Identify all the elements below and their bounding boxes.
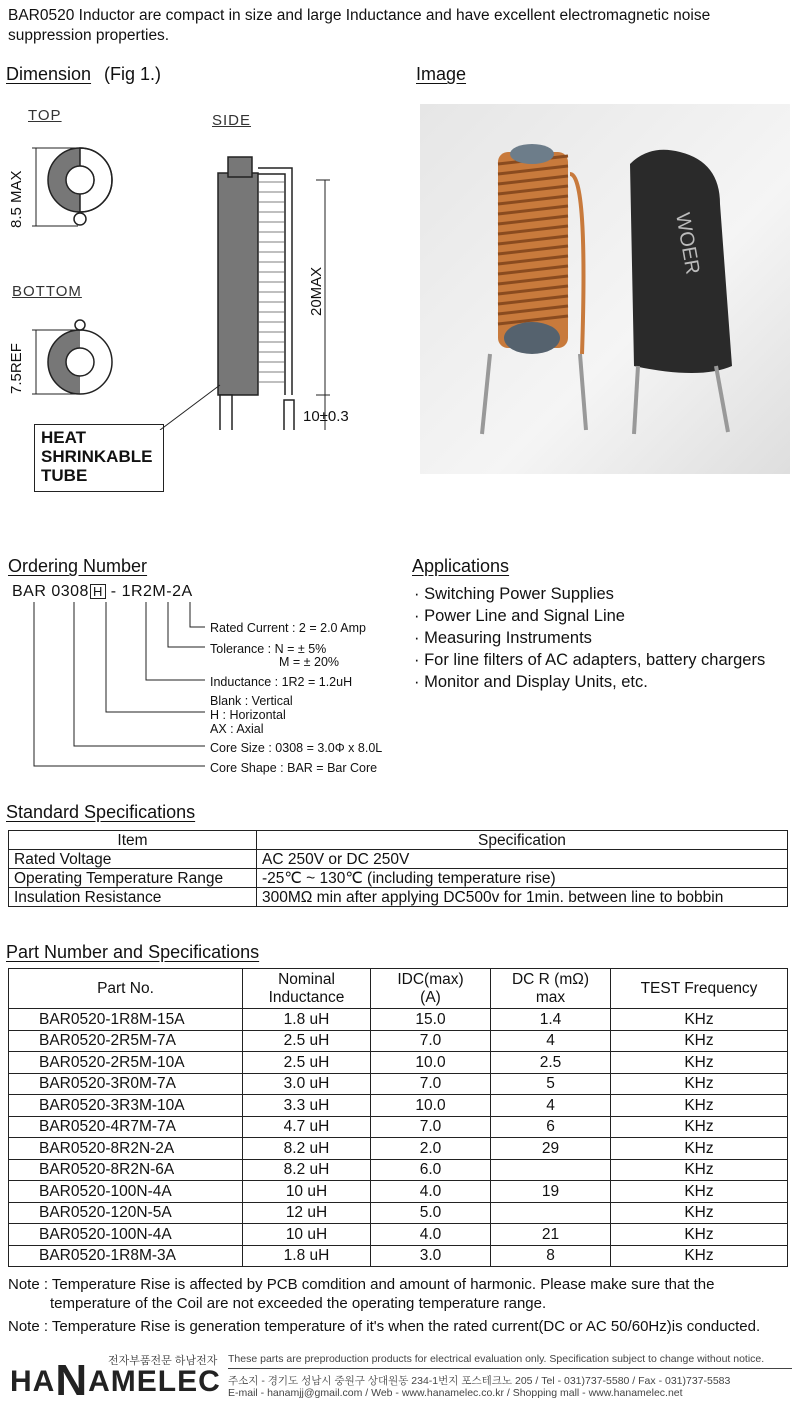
intro-text: BAR0520 Inductor are compact in size and large Inductance and have excellent electromagnetic noise suppression properties. (8, 7, 711, 44)
applications-list (414, 583, 765, 693)
table-cell: BAR0520-100N-4A (9, 1181, 243, 1203)
code-orientation: H (90, 584, 106, 599)
table-cell: BAR0520-2R5M-7A (9, 1030, 243, 1052)
table-cell: 4.0 (371, 1224, 491, 1246)
table-row (9, 1159, 788, 1181)
table-cell: AC 250V or DC 250V (257, 850, 788, 869)
table-cell: 1.8 uH (243, 1245, 371, 1267)
table-row (9, 850, 788, 869)
inductor-photo-illustration (420, 104, 790, 474)
table-row (9, 1095, 788, 1117)
table-cell: 2.5 uH (243, 1030, 371, 1052)
table-cell: 19 (491, 1181, 611, 1203)
ordering-code (12, 583, 193, 601)
table-row (9, 1224, 788, 1246)
dimension-drawing (0, 130, 400, 430)
side-view-shape (160, 157, 330, 430)
note-core-size: Core Size : 0308 = 3.0Φ x 8.0L (210, 741, 383, 755)
dim-top-max: 8.5 MAX (8, 170, 25, 228)
list-item: · Measuring Instruments (414, 629, 592, 647)
table-row (9, 1030, 788, 1052)
table-cell: KHz (611, 1138, 788, 1160)
table-cell: 3.0 uH (243, 1073, 371, 1095)
table-cell: 4.0 (371, 1181, 491, 1203)
table-cell: BAR0520-8R2N-2A (9, 1138, 243, 1160)
table-cell: 7.0 (371, 1030, 491, 1052)
ordering-title: Ordering Number (8, 556, 148, 576)
table-header-row (9, 969, 788, 1009)
note-core-shape: Core Shape : BAR = Bar Core (210, 761, 378, 775)
table-cell: BAR0520-120N-5A (9, 1202, 243, 1224)
table-cell: 7.0 (371, 1116, 491, 1138)
top-view-label: TOP (28, 107, 62, 124)
table-cell: 3.0 (371, 1245, 491, 1267)
code-inductance: 1R2M (121, 583, 167, 600)
table-row (9, 1009, 788, 1031)
header-idc: IDC(max) (A) (371, 969, 491, 1009)
dim-bottom-ref: 7.5REF (8, 343, 25, 394)
list-item: · For line filters of AC adapters, battery chargers (414, 651, 766, 669)
table-cell: BAR0520-2R5M-10A (9, 1052, 243, 1074)
part-rows (9, 1009, 788, 1267)
table-cell: KHz (611, 1159, 788, 1181)
note-temperature-rise-2: Note : Temperature Rise is generation temperature of it's when the rated current(DC or AC 50/60Hz)is conducted. (8, 1318, 761, 1335)
table-cell: 2.5 (491, 1052, 611, 1074)
table-cell: 12 uH (243, 1202, 371, 1224)
table-cell: KHz (611, 1030, 788, 1052)
table-cell: BAR0520-4R7M-7A (9, 1116, 243, 1138)
table-cell: 3.3 uH (243, 1095, 371, 1117)
note-rated-current: Rated Current : 2 = 2.0 Amp (210, 621, 366, 635)
table-cell: KHz (611, 1009, 788, 1031)
footer-disclaimer: These parts are preproduction products for electrical evaluation only. Specification subject to change without notice. (228, 1353, 765, 1365)
table-cell: KHz (611, 1202, 788, 1224)
product-photo (420, 104, 790, 474)
code-dash: - (110, 583, 117, 600)
table-cell (491, 1202, 611, 1224)
note-orient-2: H : Horizontal (210, 708, 286, 722)
header-test-frequency: TEST Frequency (611, 969, 788, 1009)
table-cell: KHz (611, 1116, 788, 1138)
korean-brand-name: 전자부품전문 하남전자 (108, 1355, 218, 1367)
dim-lead-length: 10±0.3 (303, 408, 349, 425)
table-header-cell: Item (9, 831, 257, 850)
table-cell: 4 (491, 1095, 611, 1117)
table-cell: 10 uH (243, 1181, 371, 1203)
dimension-title: Dimension (6, 64, 92, 84)
table-cell: 29 (491, 1138, 611, 1160)
table-cell: 15.0 (371, 1009, 491, 1031)
list-item: · Power Line and Signal Line (414, 607, 625, 625)
table-cell: KHz (611, 1245, 788, 1267)
table-row (9, 1052, 788, 1074)
top-view-shape (32, 148, 112, 226)
code-core-shape: BAR (12, 583, 47, 600)
table-cell (491, 1159, 611, 1181)
table-cell: 4.7 uH (243, 1116, 371, 1138)
table-row (9, 1245, 788, 1267)
table-cell: Operating Temperature Range (9, 869, 257, 888)
table-cell: 10.0 (371, 1095, 491, 1117)
footer-contact: E-mail - hanamjj@gmail.com / Web - www.hanamelec.co.kr / Shopping mall - www.hanamelec.net (228, 1387, 683, 1399)
tube-marking: WOER (671, 211, 704, 277)
hanamelec-logo: HANAMELEC (10, 1356, 221, 1405)
table-cell: KHz (611, 1052, 788, 1074)
table-cell: 2.5 uH (243, 1052, 371, 1074)
note-tolerance-2: M = ± 20% (279, 655, 340, 669)
dimension-fig-label: (Fig 1.) (104, 64, 162, 84)
table-cell: 1.8 uH (243, 1009, 371, 1031)
header-part-no: Part No. (9, 969, 243, 1009)
table-cell: BAR0520-1R8M-15A (9, 1009, 243, 1031)
standard-specs-table (8, 830, 788, 907)
part-specs-table (8, 968, 788, 1267)
note-tolerance-1: Tolerance : N = ± 5% (210, 642, 327, 656)
table-cell: 7.0 (371, 1073, 491, 1095)
table-cell: BAR0520-8R2N-6A (9, 1159, 243, 1181)
header-inductance: Nominal Inductance (243, 969, 371, 1009)
list-item: · Monitor and Display Units, etc. (414, 673, 648, 691)
list-item: · Switching Power Supplies (414, 585, 614, 603)
note-inductance: Inductance : 1R2 = 1.2uH (210, 675, 353, 689)
applications-title: Applications (412, 556, 510, 576)
note-temperature-rise-1: Note : Temperature Rise is affected by PCB comdition and amount of harmonic. Please make sure that the temperature of the Coil are not exceeded the operating temperature range. (8, 1276, 715, 1312)
part-specs-title: Part Number and Specifications (6, 942, 260, 962)
table-cell: KHz (611, 1073, 788, 1095)
table-cell: Insulation Resistance (9, 888, 257, 907)
footer-divider (228, 1368, 792, 1369)
side-view-label: SIDE (212, 112, 252, 129)
note-orient-1: Blank : Vertical (210, 694, 293, 708)
table-cell: BAR0520-100N-4A (9, 1224, 243, 1246)
table-cell: 10.0 (371, 1052, 491, 1074)
table-cell: 4 (491, 1030, 611, 1052)
standard-specs-title: Standard Specifications (6, 802, 196, 822)
table-cell: BAR0520-1R8M-3A (9, 1245, 243, 1267)
table-cell: 5.0 (371, 1202, 491, 1224)
table-cell: 6.0 (371, 1159, 491, 1181)
table-row (9, 869, 788, 888)
table-cell: 21 (491, 1224, 611, 1246)
note-orient-3: AX : Axial (210, 722, 264, 736)
table-cell: 8 (491, 1245, 611, 1267)
table-cell: 8.2 uH (243, 1159, 371, 1181)
image-title: Image (416, 64, 467, 84)
table-cell: 5 (491, 1073, 611, 1095)
table-header-row (9, 831, 788, 850)
table-cell: 8.2 uH (243, 1138, 371, 1160)
code-core-size: 0308 (51, 583, 89, 600)
table-cell: KHz (611, 1095, 788, 1117)
code-current: -2A (166, 583, 193, 600)
table-row (9, 1116, 788, 1138)
footer-address: 주소지 - 경기도 성남시 중원구 상대원동 234-1번지 포스테크노 205 / Tel - 031)737-5580 / Fax - 031)737-5583 (228, 1375, 731, 1387)
table-row (9, 1073, 788, 1095)
table-cell: BAR0520-3R0M-7A (9, 1073, 243, 1095)
table-row (9, 1138, 788, 1160)
heat-shrink-label: HEAT SHRINKABLE TUBE (34, 424, 164, 492)
table-cell: 300MΩ min after applying DC500v for 1min. between line to bobbin (257, 888, 788, 907)
table-cell: 6 (491, 1116, 611, 1138)
table-cell: KHz (611, 1224, 788, 1246)
table-cell: BAR0520-3R3M-10A (9, 1095, 243, 1117)
table-cell: 2.0 (371, 1138, 491, 1160)
ordering-leader-lines (0, 600, 220, 772)
dim-height-max: 20MAX (308, 266, 325, 316)
table-row (9, 1181, 788, 1203)
table-row (9, 1202, 788, 1224)
table-cell: 10 uH (243, 1224, 371, 1246)
bottom-view-label: BOTTOM (12, 283, 82, 300)
bottom-view-shape (32, 320, 112, 394)
table-cell: KHz (611, 1181, 788, 1203)
table-cell: 1.4 (491, 1009, 611, 1031)
table-cell: Rated Voltage (9, 850, 257, 869)
table-header-cell: Specification (257, 831, 788, 850)
table-row (9, 888, 788, 907)
header-dcr: DC R (mΩ) max (491, 969, 611, 1009)
table-cell: -25℃ ~ 130℃ (including temperature rise) (257, 869, 788, 888)
